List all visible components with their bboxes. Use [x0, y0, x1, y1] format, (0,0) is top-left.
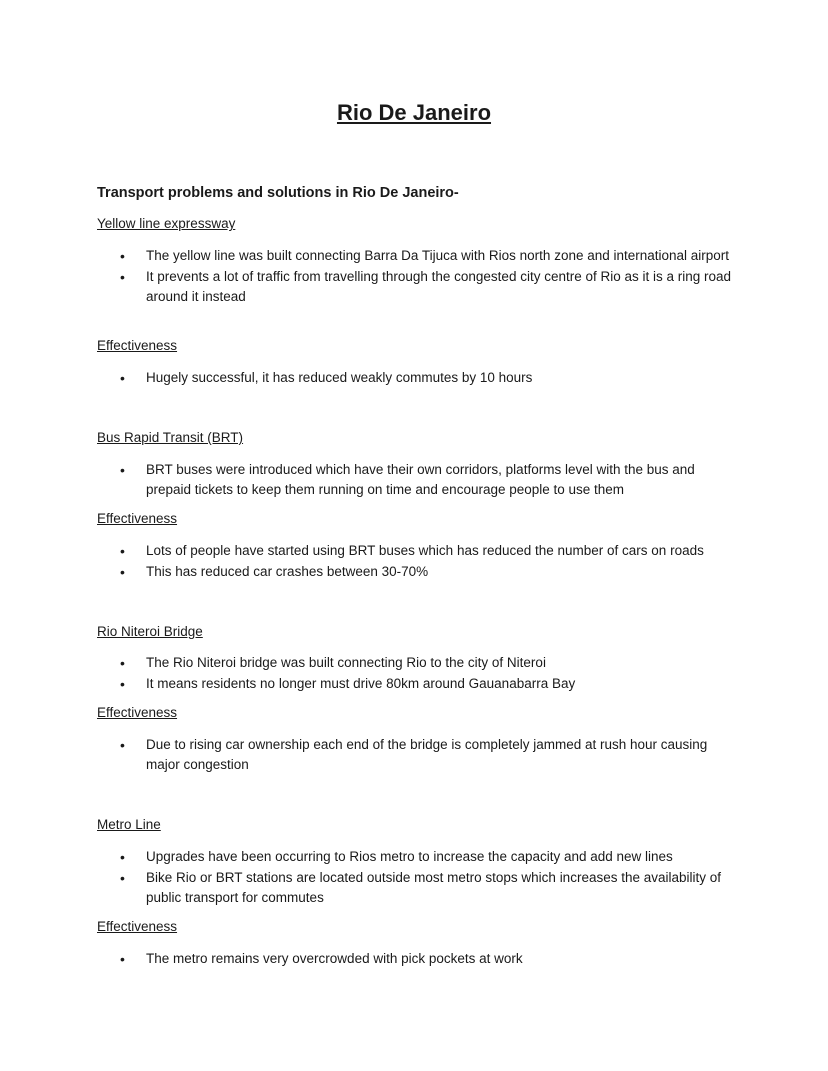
- list-item: • This has reduced car crashes between 30-70%: [0, 562, 828, 582]
- section-points-metro-line: [0, 847, 828, 909]
- effectiveness-heading-metro-line: Effectiveness: [97, 919, 178, 934]
- effectiveness-points-yellow-line: [0, 368, 828, 389]
- list-item: • Bike Rio or BRT stations are located outside most metro stops which increases the availability of public transport for commutes: [0, 868, 828, 908]
- list-item: • It means residents no longer must drive 80km around Gauanabarra Bay: [0, 674, 828, 694]
- section-heading-brt: Bus Rapid Transit (BRT): [97, 430, 244, 445]
- page-title: Rio De Janeiro: [336, 100, 492, 125]
- effectiveness-points-metro-line: [0, 949, 828, 970]
- section-heading-niteroi-bridge: Rio Niteroi Bridge: [97, 624, 203, 639]
- list-item: • BRT buses were introduced which have their own corridors, platforms level with the bus and prepaid tickets to keep them running on time and encourage people to use them: [0, 460, 828, 500]
- list-item: • Lots of people have started using BRT buses which has reduced the number of cars on roads: [0, 541, 828, 561]
- list-item: • Upgrades have been occurring to Rios metro to increase the capacity and add new lines: [0, 847, 828, 867]
- list-item: • The yellow line was built connecting Barra Da Tijuca with Rios north zone and international airport: [0, 246, 828, 266]
- section-points-niteroi-bridge: [0, 653, 828, 695]
- list-item: • Hugely successful, it has reduced weakly commutes by 10 hours: [0, 368, 828, 388]
- section-points-brt: [0, 460, 828, 501]
- effectiveness-heading-niteroi-bridge: Effectiveness: [97, 705, 178, 720]
- section-points-yellow-line: [0, 246, 828, 308]
- list-item: • The Rio Niteroi bridge was built connecting Rio to the city of Niteroi: [0, 653, 828, 673]
- list-item: • The metro remains very overcrowded with pick pockets at work: [0, 949, 828, 969]
- document-subtitle: Transport problems and solutions in Rio De Janeiro-: [97, 185, 459, 201]
- section-heading-metro-line: Metro Line: [97, 817, 161, 832]
- effectiveness-heading-yellow-line: Effectiveness: [97, 338, 178, 353]
- effectiveness-heading-brt: Effectiveness: [97, 511, 178, 526]
- list-item: • Due to rising car ownership each end of the bridge is completely jammed at rush hour causing major congestion: [0, 735, 828, 775]
- effectiveness-points-niteroi-bridge: [0, 735, 828, 776]
- effectiveness-points-brt: [0, 541, 828, 583]
- section-heading-yellow-line: Yellow line expressway: [97, 216, 236, 231]
- list-item: • It prevents a lot of traffic from travelling through the congested city centre of Rio as it is a ring road around it instead: [0, 267, 828, 307]
